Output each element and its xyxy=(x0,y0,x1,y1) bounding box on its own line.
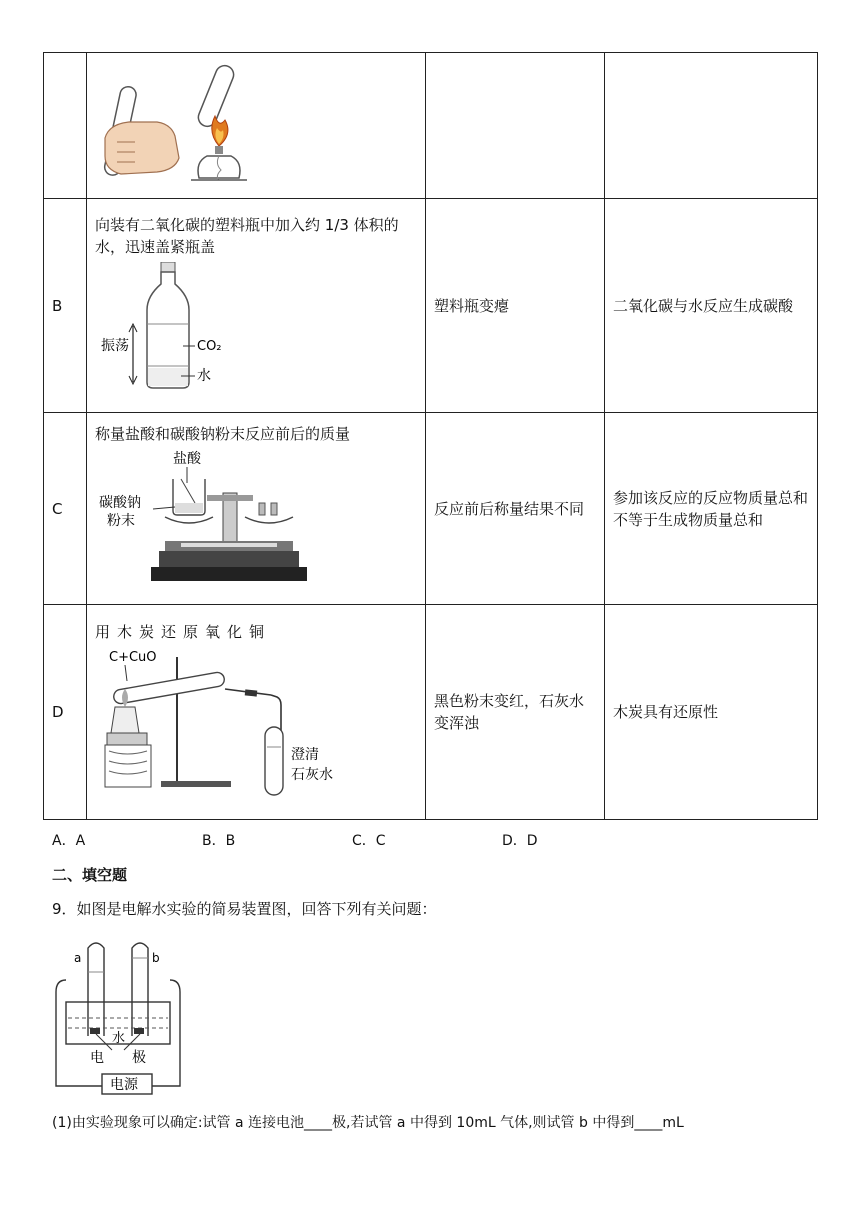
experiment-cell xyxy=(87,413,426,605)
option-d[interactable]: D．D xyxy=(502,833,538,849)
row-label: D xyxy=(44,605,87,820)
conclusion-cell: 参加该反应的反应物质量总和不等于生成物质量总和 xyxy=(605,413,818,605)
acid-label: 盐酸 xyxy=(173,450,201,467)
option-b[interactable]: B．B xyxy=(202,833,236,849)
bottle-figure xyxy=(95,262,295,392)
electrolysis-figure xyxy=(52,936,202,1096)
powder-label-1: 碳酸钠 xyxy=(99,494,141,511)
phenomenon-cell: 反应前后称量结果不同 xyxy=(426,413,605,605)
reactant-label: C+CuO xyxy=(109,650,157,665)
phenomenon-cell xyxy=(426,53,605,199)
experiment-table xyxy=(43,52,818,820)
row-label: C xyxy=(44,413,87,605)
question-9-sub-1: (1)由实验现象可以确定:试管 a 连接电池____极,若试管 a 中得到 10mL 气体,则试管 b 中得到____mL xyxy=(52,1115,684,1131)
experiment-desc: 向装有二氧化碳的塑料瓶中加入约 1/3 体积的水，迅速盖紧瓶盖 xyxy=(95,215,399,256)
tube-a-label: a xyxy=(74,951,82,965)
electrode-label-1: 电 xyxy=(90,1050,104,1066)
phenomenon-cell: 黑色粉末变红，石灰水变浑浊 xyxy=(426,605,605,820)
conclusion-cell xyxy=(605,53,818,199)
conclusion-cell: 二氧化碳与水反应生成碳酸 xyxy=(605,199,818,413)
section-title: 二、填空题 xyxy=(52,866,128,884)
powder-label-2: 粉末 xyxy=(107,512,135,529)
charcoal-reduction-figure xyxy=(95,647,345,797)
tube-b-label: b xyxy=(152,951,160,965)
test-tube-heating-figure xyxy=(95,58,295,188)
power-label: 电源 xyxy=(110,1077,138,1093)
water-label: 水 xyxy=(112,1031,126,1046)
lime-label-2: 石灰水 xyxy=(291,767,333,783)
experiment-cell xyxy=(87,53,426,199)
table-row xyxy=(44,53,818,199)
question-9-stem: 9．如图是电解水实验的简易装置图，回答下列有关问题： xyxy=(52,900,437,918)
conclusion-cell: 木炭具有还原性 xyxy=(605,605,818,820)
table-row xyxy=(44,605,818,820)
water-label: 水 xyxy=(197,367,211,384)
experiment-desc: 称量盐酸和碳酸钠粉末反应前后的质量 xyxy=(95,424,351,443)
row-label: B xyxy=(44,199,87,413)
option-a[interactable]: A．A xyxy=(52,833,86,849)
lime-label-1: 澄清 xyxy=(291,747,319,763)
experiment-desc: 用木炭还原氧化铜 xyxy=(95,623,272,641)
electrode-label-2: 极 xyxy=(132,1050,146,1066)
balance-figure xyxy=(95,449,345,589)
table-row xyxy=(44,199,818,413)
table-row xyxy=(44,413,818,605)
experiment-cell xyxy=(87,605,426,820)
row-label xyxy=(44,53,87,199)
phenomenon-cell: 塑料瓶变瘪 xyxy=(426,199,605,413)
experiment-cell xyxy=(87,199,426,413)
shake-label: 振荡 xyxy=(101,337,129,354)
co2-label: CO₂ xyxy=(197,338,222,354)
option-c[interactable]: C．C xyxy=(352,833,386,849)
